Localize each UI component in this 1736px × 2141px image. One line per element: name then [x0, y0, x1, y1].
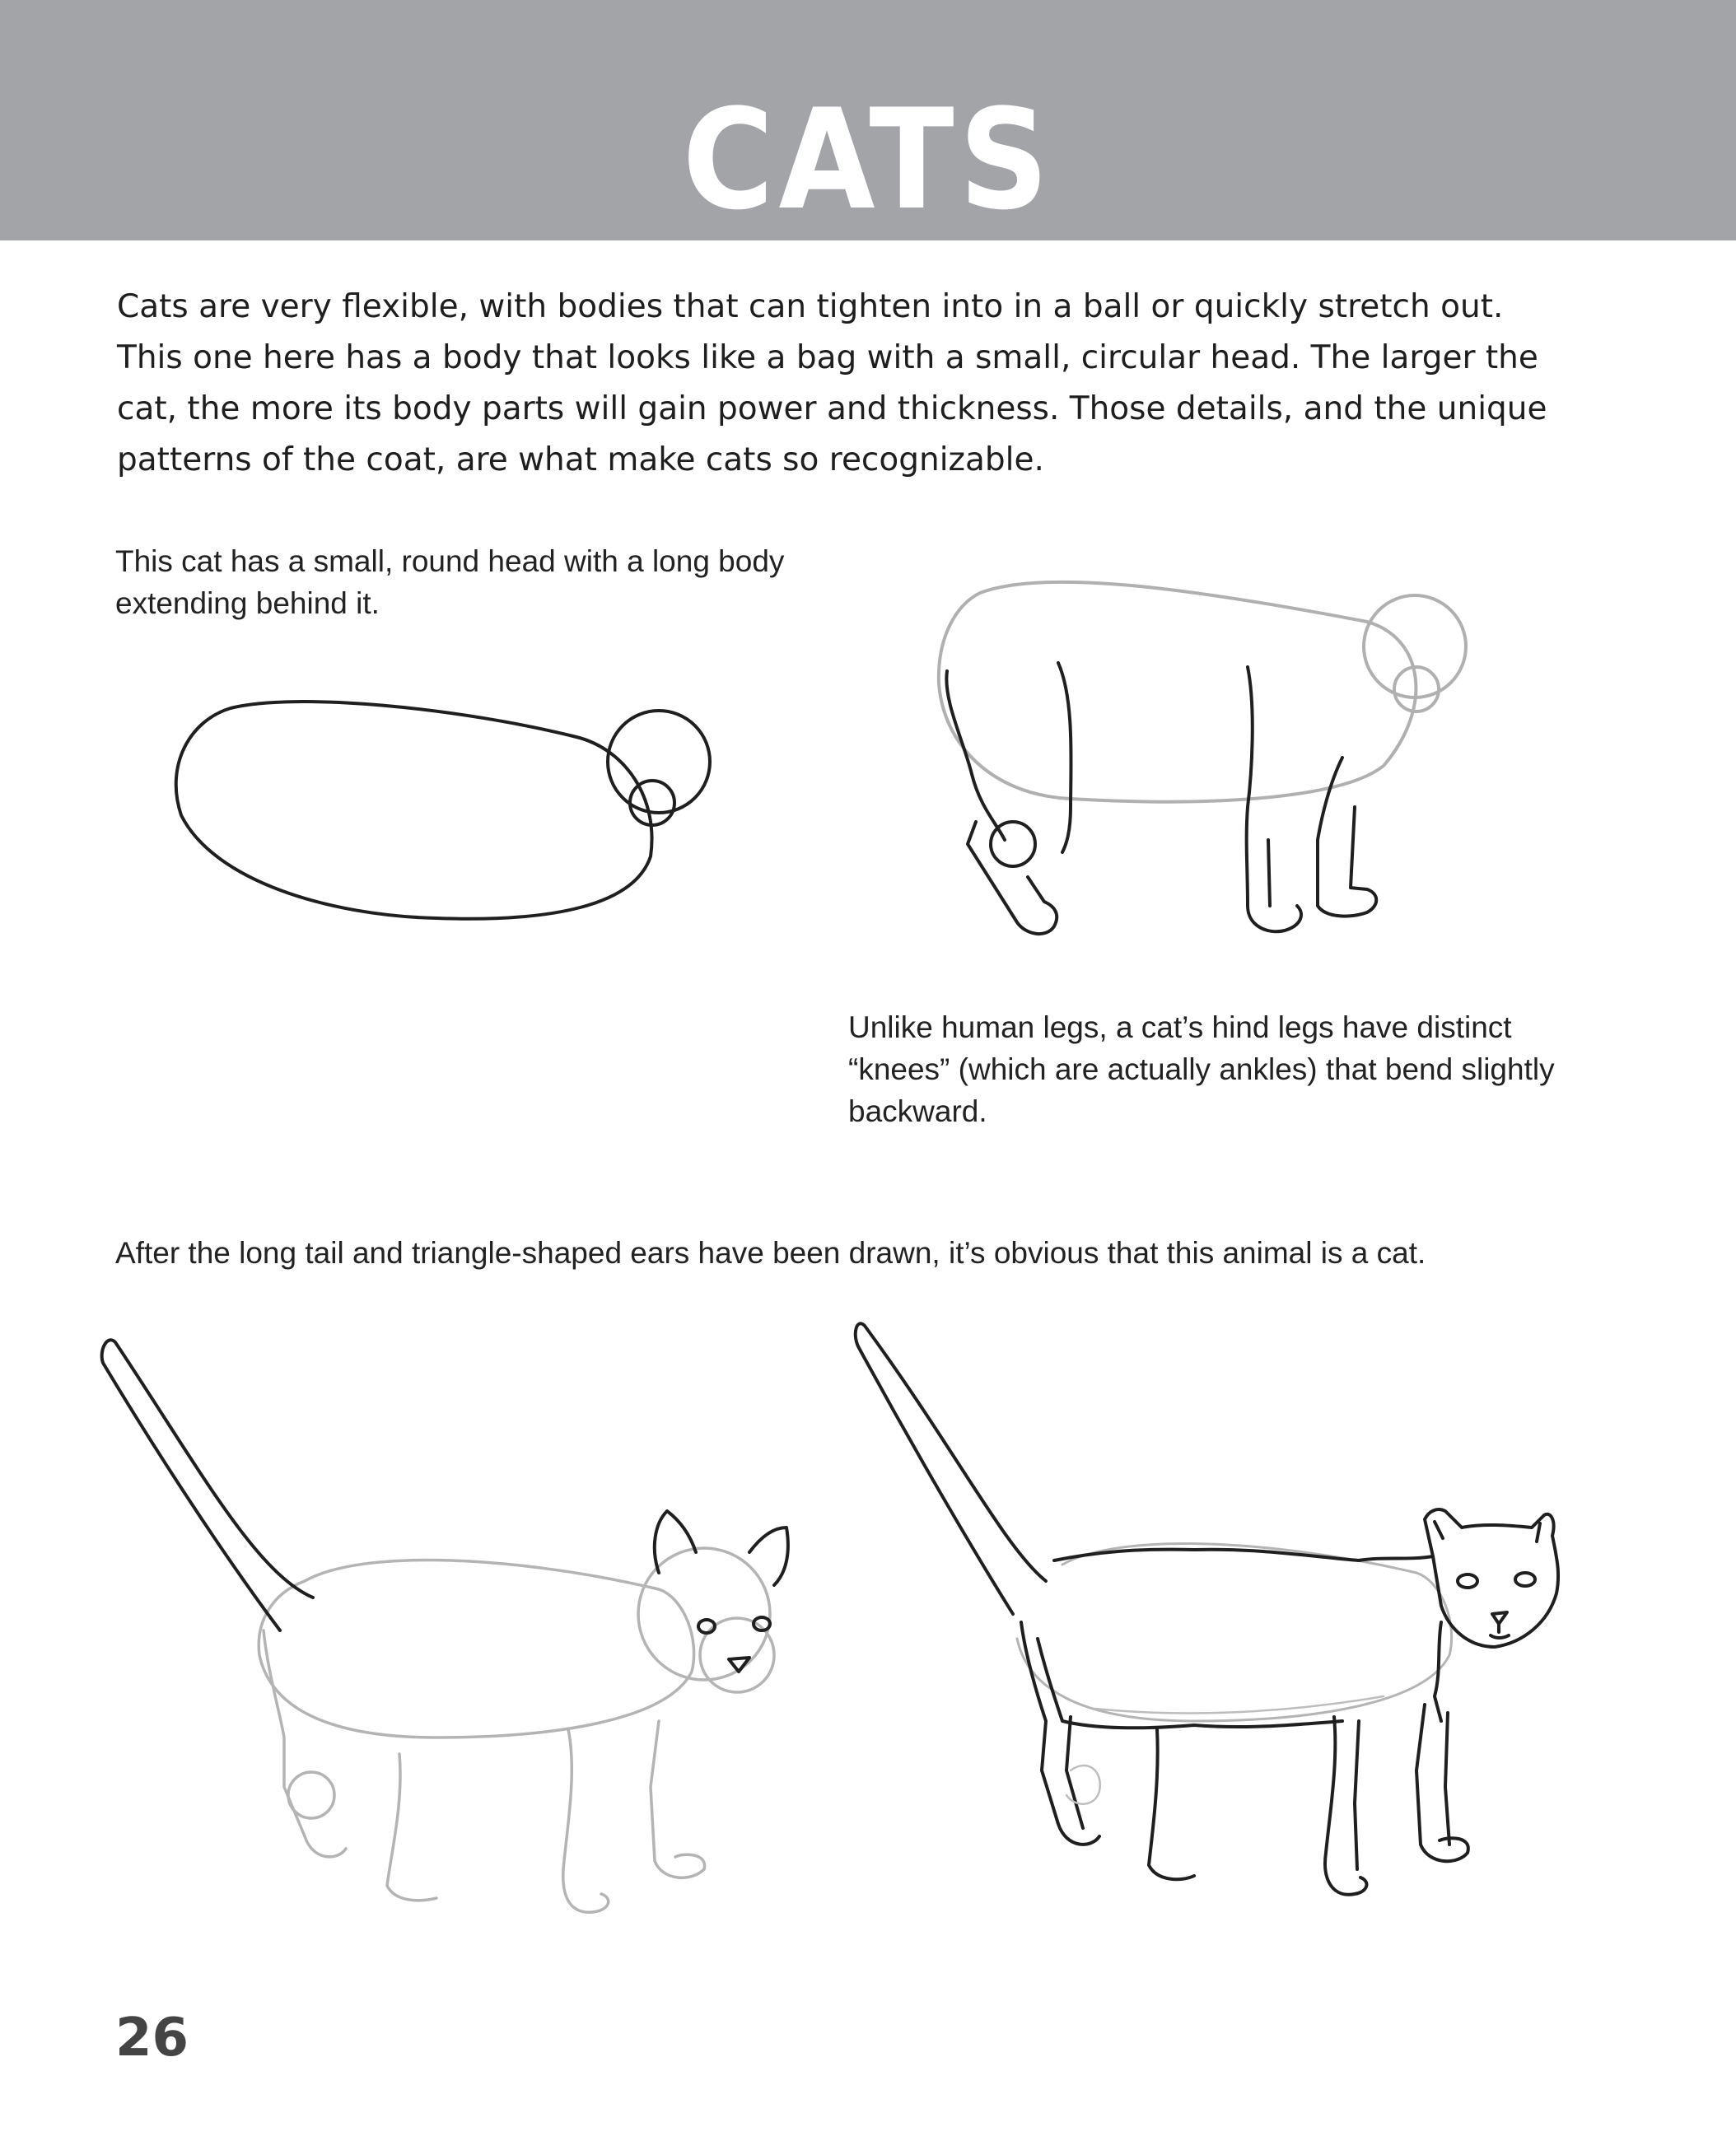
mouth: [1491, 1624, 1509, 1638]
step3-drawing: [91, 1326, 832, 1985]
intro-text: Cats are very flexible, with bodies that can tighten into in a ball or quickly stretch out. This one here has a body that looks like a bag with a small, circular head. The larger the cat, the more its body parts will gain power and thickness. Those details, and the unique patterns of the coat, are what make cats so recognizable.: [117, 288, 1547, 478]
step4-drawing: [848, 1309, 1639, 1985]
hind-leg-front: [1058, 663, 1071, 852]
front-leg-front: [651, 1721, 705, 1877]
hind-leg-inner: [387, 1754, 436, 1901]
step2-caption: Unlike human legs, a cat’s hind legs have distinct “knees” (which are actually ankles) that bend slightly backward.: [848, 1010, 1555, 1128]
page-title: CATS: [682, 79, 1054, 240]
page-number: 26: [115, 2008, 189, 2069]
eye-right: [1515, 1573, 1535, 1586]
body-oval: [259, 1560, 693, 1738]
front-leg-front: [1416, 1705, 1468, 1861]
ear-right-inner: [1537, 1523, 1540, 1542]
front-leg-front: [1318, 758, 1376, 917]
head-circle: [608, 711, 710, 813]
mid-leg: [1149, 1729, 1194, 1879]
step1-caption: This cat has a small, round head with a long body extending behind it.: [115, 544, 785, 620]
hind-leg: [264, 1630, 346, 1857]
front-leg-back: [563, 1729, 609, 1912]
front-leg-back: [1325, 1717, 1366, 1895]
body-oval: [176, 702, 652, 919]
body-oval: [939, 582, 1416, 802]
hind-leg-lower: [968, 822, 1057, 934]
zigzag-border: [0, 240, 1736, 257]
front-leg-front-inner: [1445, 1713, 1449, 1845]
hind-leg-back: [946, 671, 1005, 840]
hind-leg-inner: [1066, 1717, 1083, 1828]
front-leg-back-inner: [1355, 1721, 1359, 1869]
body-guide: [1017, 1544, 1452, 1721]
tail: [102, 1340, 313, 1630]
ear-left-inner: [1435, 1522, 1443, 1538]
intro-box: [76, 257, 1583, 512]
nose: [1492, 1612, 1507, 1624]
ear-right: [749, 1528, 788, 1585]
muzzle-circle: [630, 781, 674, 825]
step1-drawing: [165, 675, 741, 939]
front-leg-back-inner: [1268, 840, 1270, 906]
belly-fur: [1038, 1639, 1342, 1728]
step3-caption: After the long tail and triangle-shaped ears have been drawn, it’s obvious that this animal is a cat.: [115, 1236, 1426, 1270]
step2-drawing: [922, 560, 1499, 996]
tail: [856, 1323, 1046, 1614]
back-fur: [1054, 1550, 1433, 1560]
eye-left: [1458, 1574, 1477, 1588]
hind-ankle: [991, 822, 1035, 866]
hind-leg: [1021, 1622, 1099, 1845]
hind-ankle: [288, 1772, 334, 1818]
